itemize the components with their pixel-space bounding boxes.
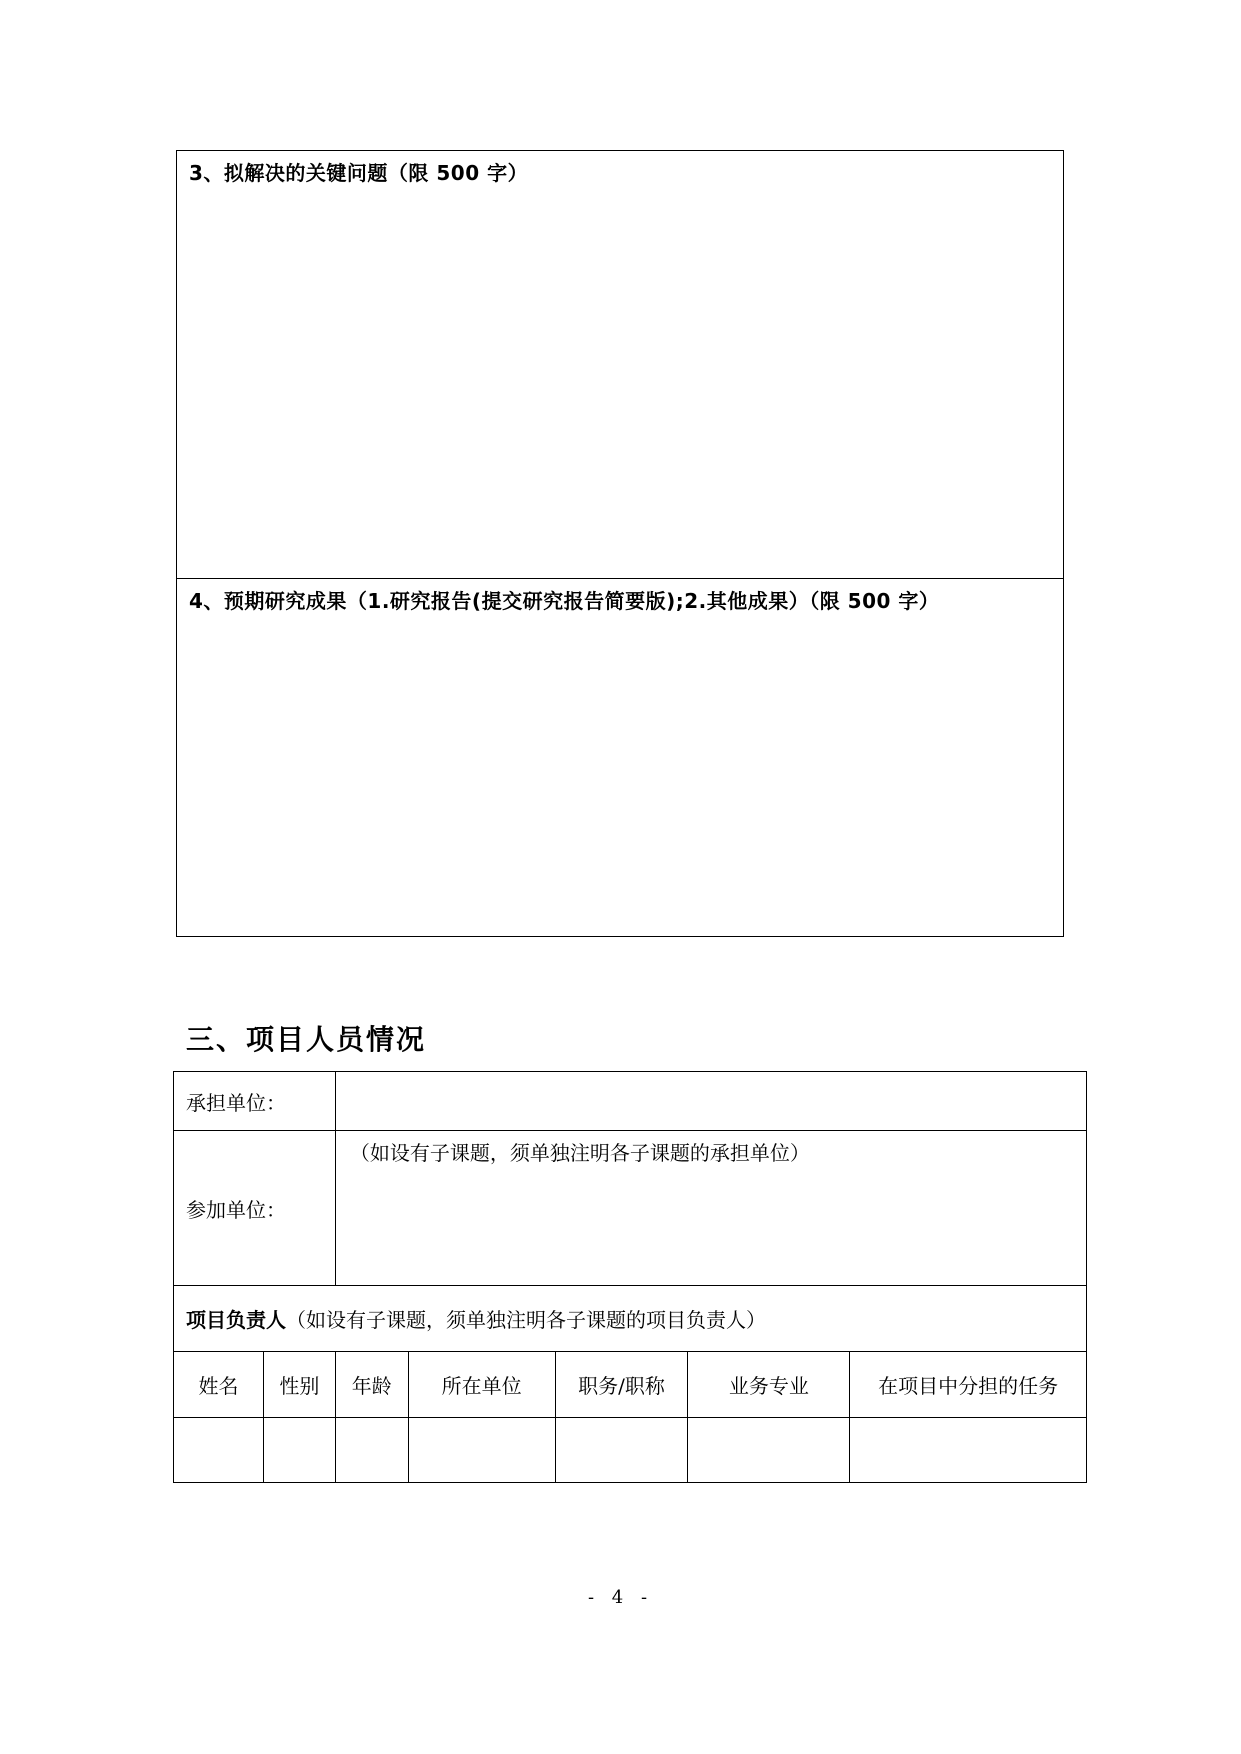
key-problems-label: 3、拟解决的关键问题（限 500 字）: [189, 161, 529, 185]
column-header: 职务/职称: [555, 1352, 688, 1418]
table-cell[interactable]: [850, 1418, 1087, 1483]
table-cell[interactable]: [174, 1418, 264, 1483]
leader-row: [174, 1286, 1087, 1352]
leader-cell: [174, 1286, 1087, 1352]
column-header: 所在单位: [408, 1352, 555, 1418]
expected-results-box[interactable]: [176, 578, 1064, 937]
leader-label: 项目负责人: [186, 1308, 286, 1332]
participating-unit-field[interactable]: [335, 1131, 1086, 1286]
undertaking-unit-field[interactable]: [335, 1072, 1086, 1131]
table-cell[interactable]: [688, 1418, 850, 1483]
participating-unit-hint: （如设有子课题，须单独注明各子课题的承担单位）: [349, 1141, 810, 1165]
column-header: 年龄: [335, 1352, 408, 1418]
column-header: 姓名: [174, 1352, 264, 1418]
table-header-row: [174, 1352, 1087, 1418]
table-cell[interactable]: [263, 1418, 335, 1483]
personnel-table: [173, 1071, 1087, 1483]
table-cell[interactable]: [555, 1418, 688, 1483]
table-row: [174, 1418, 1087, 1483]
column-header: 业务专业: [688, 1352, 850, 1418]
table-cell[interactable]: [408, 1418, 555, 1483]
column-header: 性别: [263, 1352, 335, 1418]
participating-unit-row: [174, 1131, 1087, 1286]
leader-hint: （如设有子课题，须单独注明各子课题的项目负责人）: [286, 1308, 766, 1332]
section-title-personnel: 三、项目人员情况: [186, 1023, 427, 1056]
table-cell[interactable]: [335, 1418, 408, 1483]
participating-unit-label: 参加单位：: [174, 1131, 336, 1286]
key-problems-box[interactable]: [176, 150, 1064, 579]
undertaking-unit-label: 承担单位：: [174, 1072, 336, 1131]
page-number: - 4 -: [587, 1587, 654, 1608]
undertaking-unit-row: [174, 1072, 1087, 1131]
column-header: 在项目中分担的任务: [850, 1352, 1087, 1418]
expected-results-label: 4、预期研究成果（1.研究报告(提交研究报告简要版);2.其他成果）（限 500 字）: [189, 589, 940, 613]
